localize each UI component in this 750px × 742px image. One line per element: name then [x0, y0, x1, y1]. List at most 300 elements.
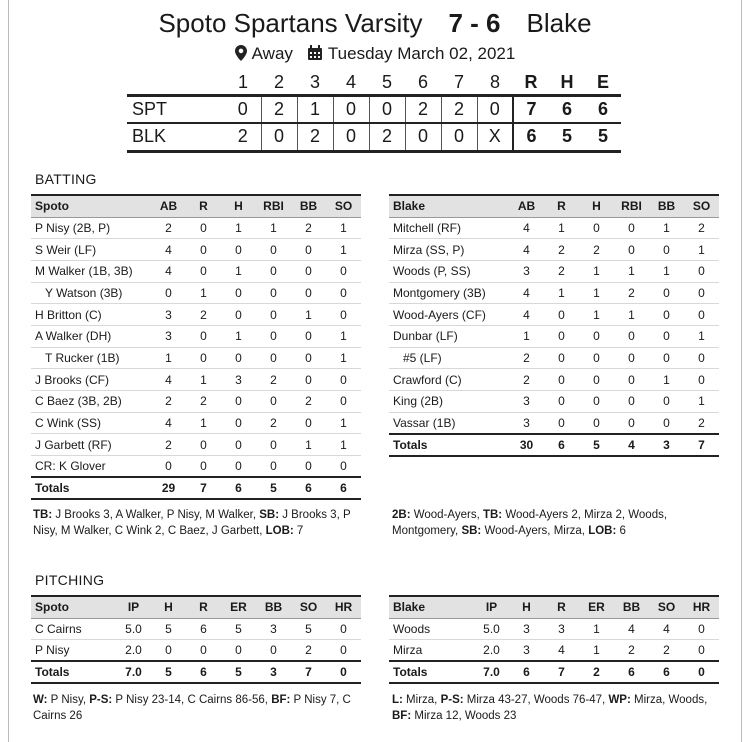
totals-cell: 6	[326, 477, 361, 499]
player-row	[31, 456, 361, 478]
stat-cell: 0	[649, 412, 684, 434]
stat-cell: 0	[579, 217, 614, 239]
stat-cell: 2.0	[474, 640, 509, 662]
player-name: P Nisy	[31, 640, 116, 662]
note-text: Mirza 12, Woods 23	[411, 710, 517, 722]
stat-column-header: R	[544, 596, 579, 618]
stat-cell: 2	[291, 391, 326, 413]
stat-cell: 0	[291, 325, 326, 347]
linescore-cell: 0	[369, 95, 405, 123]
stat-cell: 2	[544, 260, 579, 282]
stat-cell: 5.0	[474, 618, 509, 640]
player-name: S Weir (LF)	[31, 239, 151, 261]
game-meta	[0, 44, 750, 66]
stat-cell: 4	[151, 369, 186, 391]
stat-cell: 1	[579, 304, 614, 326]
stat-cell: 0	[326, 391, 361, 413]
stat-cell: 1	[186, 282, 221, 304]
stat-cell: 0	[221, 456, 256, 478]
stat-cell: 0	[326, 282, 361, 304]
player-row	[31, 347, 361, 369]
note-text: 7	[293, 525, 304, 537]
stat-cell: 0	[151, 282, 186, 304]
stat-cell: 0	[256, 640, 291, 662]
linescore-cell: 1	[297, 95, 333, 123]
player-row	[389, 369, 719, 391]
stat-cell: 1	[544, 217, 579, 239]
player-name: J Brooks (CF)	[31, 369, 151, 391]
stat-column-header: ER	[579, 596, 614, 618]
stat-cell: 3	[151, 325, 186, 347]
stats-header-row	[31, 195, 361, 217]
stat-cell: 5	[291, 618, 326, 640]
totals-cell: 6	[614, 661, 649, 683]
stat-cell: 3	[509, 391, 544, 413]
player-name: Vassar (1B)	[389, 412, 509, 434]
linescore-cell: 2	[261, 95, 297, 123]
totals-label: Totals	[31, 477, 151, 499]
stat-column-header: R	[186, 195, 221, 217]
stat-cell: 4	[509, 282, 544, 304]
totals-label: Totals	[389, 434, 509, 456]
stat-cell: 1	[326, 217, 361, 239]
note-text: P Nisy 7, C Cairns 26	[33, 694, 351, 722]
totals-row	[389, 661, 719, 683]
stat-cell: 4	[509, 304, 544, 326]
stat-cell: 0	[221, 282, 256, 304]
stat-cell: 0	[221, 304, 256, 326]
linescore-header-row	[127, 71, 621, 95]
stat-cell: 1	[151, 347, 186, 369]
stat-cell: 0	[326, 260, 361, 282]
player-row	[389, 325, 719, 347]
note-label: TB:	[482, 509, 503, 521]
linescore-table	[127, 71, 621, 153]
linescore-header-cell: R	[524, 71, 538, 92]
note-text: Wood-Ayers 2, Mirza 2, Woods, Montgomery,	[392, 509, 668, 537]
stat-cell: 3	[221, 369, 256, 391]
player-name: Y Watson (3B)	[31, 282, 151, 304]
stat-cell: 0	[291, 239, 326, 261]
stat-column-header: HR	[684, 596, 719, 618]
stat-cell: 0	[256, 239, 291, 261]
totals-cell: 6	[649, 661, 684, 683]
note-label: W:	[33, 694, 48, 706]
stat-cell: 0	[256, 391, 291, 413]
linescore-cell: 0	[333, 123, 369, 151]
note-text: 6	[616, 525, 626, 537]
stat-cell: 1	[326, 239, 361, 261]
stat-cell: 0	[221, 412, 256, 434]
stat-cell: 2	[509, 369, 544, 391]
player-name: CR: K Glover	[31, 456, 151, 478]
team-column-header: Spoto	[31, 596, 116, 618]
stat-cell: 2	[614, 282, 649, 304]
stat-cell: 0	[326, 304, 361, 326]
linescore-header-cell: 2	[273, 71, 284, 92]
stat-cell: 0	[614, 239, 649, 261]
stat-cell: 5.0	[116, 618, 151, 640]
blake-batting-notes	[392, 507, 722, 539]
stat-cell: 1	[684, 239, 719, 261]
stat-cell: 0	[684, 260, 719, 282]
stat-cell: 0	[256, 282, 291, 304]
totals-label: Totals	[389, 661, 474, 683]
player-row	[389, 239, 719, 261]
totals-row	[389, 434, 719, 456]
stat-cell: 1	[579, 282, 614, 304]
stat-cell: 0	[614, 412, 649, 434]
spoto-batting-notes	[33, 507, 363, 539]
linescore-header-cell: 8	[489, 71, 500, 92]
totals-cell: 0	[326, 661, 361, 683]
stat-cell: 0	[186, 260, 221, 282]
note-label: LOB:	[265, 525, 294, 537]
totals-cell: 7	[186, 477, 221, 499]
stat-cell: 3	[509, 260, 544, 282]
stat-cell: 1	[579, 618, 614, 640]
player-row	[389, 217, 719, 239]
player-row	[31, 217, 361, 239]
linescore-cell: 0	[225, 95, 261, 123]
totals-cell: 7.0	[474, 661, 509, 683]
totals-cell: 6	[544, 434, 579, 456]
stat-column-header: BB	[614, 596, 649, 618]
stat-cell: 0	[544, 347, 579, 369]
player-name: M Walker (1B, 3B)	[31, 260, 151, 282]
totals-cell: 5	[221, 661, 256, 683]
stat-cell: 0	[579, 325, 614, 347]
game-title	[0, 8, 750, 39]
note-label: BF:	[392, 710, 412, 722]
stat-cell: 2	[256, 412, 291, 434]
linescore-cell: 6	[549, 95, 585, 123]
totals-cell: 7.0	[116, 661, 151, 683]
stat-column-header: H	[579, 195, 614, 217]
stat-cell: 1	[326, 412, 361, 434]
stat-cell: 0	[186, 456, 221, 478]
pitching-section-title: PITCHING	[35, 572, 105, 588]
note-label: BF:	[271, 694, 291, 706]
totals-cell: 29	[151, 477, 186, 499]
linescore-team-abbr: SPT	[127, 95, 225, 123]
stat-cell: 1	[649, 260, 684, 282]
totals-row	[31, 477, 361, 499]
stat-cell: 0	[684, 640, 719, 662]
stat-cell: 1	[186, 369, 221, 391]
stats-header-row	[389, 596, 719, 618]
totals-cell: 30	[509, 434, 544, 456]
linescore-corner	[127, 71, 225, 95]
linescore-cell: 2	[225, 123, 261, 151]
linescore-cell: X	[477, 123, 513, 151]
totals-cell: 5	[579, 434, 614, 456]
stat-cell: 0	[649, 239, 684, 261]
stat-cell: 0	[614, 369, 649, 391]
stat-cell: 1	[221, 325, 256, 347]
game-date: Tuesday March 02, 2021	[327, 44, 516, 63]
stat-cell: 0	[326, 640, 361, 662]
note-text: P Nisy 23-14, C Cairns 86-56,	[112, 694, 272, 706]
stat-cell: 3	[151, 304, 186, 326]
linescore-header-cell: 3	[309, 71, 320, 92]
stat-column-header: SO	[649, 596, 684, 618]
spoto-pitching-table	[31, 595, 361, 684]
stat-cell: 0	[544, 304, 579, 326]
stat-cell: 0	[544, 391, 579, 413]
stat-cell: 1	[221, 217, 256, 239]
player-name: T Rucker (1B)	[31, 347, 151, 369]
player-row	[389, 640, 719, 662]
stat-cell: 0	[326, 618, 361, 640]
stat-cell: 1	[326, 347, 361, 369]
stat-cell: 4	[649, 618, 684, 640]
stat-cell: 2.0	[116, 640, 151, 662]
stat-cell: 0	[256, 456, 291, 478]
stat-cell: 4	[544, 640, 579, 662]
totals-cell: 3	[649, 434, 684, 456]
stat-column-header: H	[509, 596, 544, 618]
stat-cell: 0	[151, 456, 186, 478]
linescore-header-cell: 4	[345, 71, 356, 92]
stat-cell: 0	[649, 391, 684, 413]
stat-cell: 0	[579, 347, 614, 369]
stat-cell: 1	[684, 325, 719, 347]
stat-cell: 3	[544, 618, 579, 640]
stat-column-header: IP	[474, 596, 509, 618]
note-text: Wood-Ayers, Mirza,	[481, 525, 589, 537]
stat-cell: 0	[256, 304, 291, 326]
linescore-cell: 0	[441, 123, 477, 151]
player-name: C Cairns	[31, 618, 116, 640]
totals-cell: 2	[579, 661, 614, 683]
totals-cell: 6	[221, 477, 256, 499]
linescore-header-cell: H	[560, 71, 574, 92]
note-label: WP:	[608, 694, 631, 706]
note-text: Mirza, Woods,	[630, 694, 708, 706]
stat-cell: 0	[291, 260, 326, 282]
stat-cell: 0	[614, 347, 649, 369]
stat-cell: 1	[326, 434, 361, 456]
player-name: Mirza	[389, 640, 474, 662]
stat-cell: 4	[509, 239, 544, 261]
player-row	[389, 304, 719, 326]
player-row	[31, 239, 361, 261]
stat-column-header: BB	[649, 195, 684, 217]
stat-cell: 4	[151, 239, 186, 261]
stat-cell: 0	[649, 325, 684, 347]
stat-column-header: H	[221, 195, 256, 217]
stat-cell: 1	[614, 260, 649, 282]
stat-cell: 0	[614, 325, 649, 347]
stat-column-header: BB	[291, 195, 326, 217]
stat-cell: 2	[684, 217, 719, 239]
linescore-team-row	[127, 123, 621, 151]
stat-cell: 1	[291, 434, 326, 456]
linescore-header-cell: E	[596, 71, 609, 92]
totals-cell: 7	[684, 434, 719, 456]
note-text: Wood-Ayers,	[410, 509, 483, 521]
totals-label: Totals	[31, 661, 116, 683]
calendar-icon	[307, 45, 323, 66]
player-name: C Wink (SS)	[31, 412, 151, 434]
stat-cell: 0	[614, 391, 649, 413]
stat-cell: 2	[186, 391, 221, 413]
linescore-team-abbr: BLK	[127, 123, 225, 151]
note-label: 2B:	[392, 509, 411, 521]
spoto-pitching-notes	[33, 692, 353, 724]
stat-cell: 0	[291, 369, 326, 391]
stat-cell: 1	[221, 260, 256, 282]
note-label: P-S:	[89, 694, 113, 706]
linescore-cell: 2	[405, 95, 441, 123]
player-row	[389, 260, 719, 282]
stat-cell: 1	[326, 325, 361, 347]
stat-cell: 2	[151, 391, 186, 413]
player-row	[31, 391, 361, 413]
note-label: LOB:	[588, 525, 617, 537]
player-row	[31, 434, 361, 456]
stat-cell: 3	[509, 618, 544, 640]
linescore-team-row	[127, 95, 621, 123]
player-row	[31, 304, 361, 326]
stat-cell: 0	[186, 217, 221, 239]
linescore-header-cell: 6	[417, 71, 428, 92]
stat-cell: 0	[151, 640, 186, 662]
spoto-batting-table	[31, 194, 361, 500]
stat-cell: 0	[186, 325, 221, 347]
linescore-cell: 7	[513, 95, 549, 123]
stat-cell: 0	[291, 456, 326, 478]
player-name: Crawford (C)	[389, 369, 509, 391]
totals-cell: 5	[151, 661, 186, 683]
note-text: Mirza 43-27, Woods 76-47,	[463, 694, 609, 706]
stat-cell: 2	[256, 369, 291, 391]
note-label: SB:	[461, 525, 482, 537]
stat-cell: 1	[649, 217, 684, 239]
player-name: C Baez (3B, 2B)	[31, 391, 151, 413]
linescore-cell: 0	[333, 95, 369, 123]
stat-cell: 0	[256, 260, 291, 282]
stat-cell: 0	[291, 282, 326, 304]
stat-cell: 0	[221, 640, 256, 662]
linescore-cell: 2	[441, 95, 477, 123]
linescore-cell: 6	[585, 95, 621, 123]
stat-column-header: AB	[509, 195, 544, 217]
linescore-cell: 5	[549, 123, 585, 151]
stat-cell: 5	[221, 618, 256, 640]
player-name: P Nisy (2B, P)	[31, 217, 151, 239]
totals-cell: 6	[509, 661, 544, 683]
stat-cell: 4	[509, 217, 544, 239]
player-row	[389, 412, 719, 434]
stat-cell: 5	[151, 618, 186, 640]
stats-header-row	[389, 195, 719, 217]
stat-cell: 4	[614, 618, 649, 640]
note-text: J Brooks 3, A Walker, P Nisy, M Walker,	[52, 509, 260, 521]
player-row	[389, 391, 719, 413]
stat-cell: 0	[221, 347, 256, 369]
player-row	[389, 347, 719, 369]
player-name: Mitchell (RF)	[389, 217, 509, 239]
stat-cell: 0	[684, 347, 719, 369]
linescore-header-cell: 7	[453, 71, 464, 92]
stat-cell: 1	[509, 325, 544, 347]
stat-cell: 0	[326, 369, 361, 391]
stat-cell: 1	[684, 391, 719, 413]
player-name: Woods	[389, 618, 474, 640]
stat-cell: 1	[614, 304, 649, 326]
stat-cell: 2	[649, 640, 684, 662]
player-row	[389, 282, 719, 304]
stat-cell: 0	[579, 412, 614, 434]
totals-cell: 3	[256, 661, 291, 683]
stat-column-header: RBI	[614, 195, 649, 217]
player-name: A Walker (DH)	[31, 325, 151, 347]
away-team-name: Blake	[526, 8, 592, 38]
player-row	[389, 618, 719, 640]
note-label: SB:	[259, 509, 280, 521]
player-row	[31, 412, 361, 434]
stat-cell: 0	[256, 325, 291, 347]
stat-cell: 2	[614, 640, 649, 662]
linescore-header-cell: 5	[381, 71, 392, 92]
stat-cell: 0	[186, 434, 221, 456]
stat-column-header: R	[544, 195, 579, 217]
stat-cell: 1	[649, 369, 684, 391]
stat-cell: 0	[684, 282, 719, 304]
stat-cell: 1	[291, 304, 326, 326]
stat-column-header: HR	[326, 596, 361, 618]
player-row	[31, 260, 361, 282]
player-row	[31, 369, 361, 391]
stat-cell: 2	[684, 412, 719, 434]
stat-cell: 4	[151, 260, 186, 282]
stat-cell: 0	[544, 412, 579, 434]
stat-cell: 0	[544, 325, 579, 347]
linescore-cell: 6	[513, 123, 549, 151]
player-row	[31, 618, 361, 640]
stats-header-row	[31, 596, 361, 618]
totals-cell: 6	[186, 661, 221, 683]
stat-cell: 0	[186, 239, 221, 261]
stat-column-header: IP	[116, 596, 151, 618]
team-column-header: Blake	[389, 195, 509, 217]
stat-column-header: ER	[221, 596, 256, 618]
linescore-cell: 2	[297, 123, 333, 151]
stat-column-header: SO	[684, 195, 719, 217]
stat-cell: 2	[544, 239, 579, 261]
stat-cell: 0	[544, 369, 579, 391]
blake-batting-table	[389, 194, 719, 457]
stat-cell: 0	[579, 369, 614, 391]
location-pin-icon	[235, 45, 247, 66]
stat-column-header: RBI	[256, 195, 291, 217]
totals-cell: 4	[614, 434, 649, 456]
linescore-header-cell: 1	[237, 71, 248, 92]
totals-cell: 7	[291, 661, 326, 683]
stat-cell: 2	[151, 434, 186, 456]
stat-cell: 0	[649, 304, 684, 326]
game-location: Away	[251, 44, 293, 63]
blake-pitching-notes	[392, 692, 722, 724]
blake-pitching-table	[389, 595, 719, 684]
totals-cell: 7	[544, 661, 579, 683]
stat-cell: 0	[256, 434, 291, 456]
team-column-header: Spoto	[31, 195, 151, 217]
stat-cell: 0	[684, 369, 719, 391]
player-row	[31, 640, 361, 662]
